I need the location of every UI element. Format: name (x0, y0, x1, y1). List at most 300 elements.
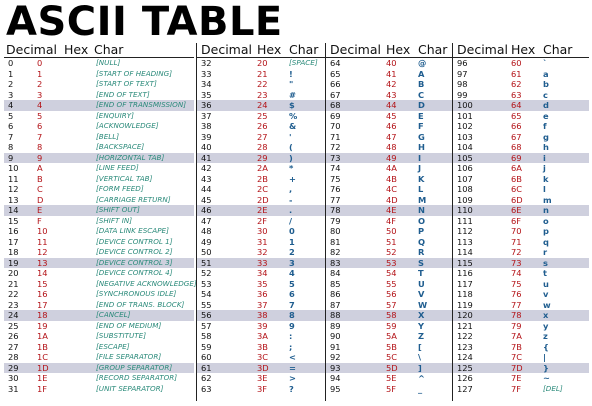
cell-decimal: 127 (457, 383, 473, 394)
table-row (4, 373, 194, 384)
table-row (326, 58, 452, 69)
cell-hex: 79 (511, 320, 522, 331)
cell-decimal: 23 (8, 299, 19, 310)
ascii-column-0 (4, 42, 197, 401)
cell-char: | (543, 352, 547, 362)
table-row (326, 205, 452, 216)
cell-decimal: 93 (330, 362, 341, 373)
table-row (326, 268, 452, 279)
cell-hex: E (37, 205, 43, 215)
table-row (326, 300, 452, 311)
cell-char: D (418, 100, 425, 110)
cell-hex: 1F (37, 383, 48, 394)
cell-decimal: 60 (201, 352, 212, 362)
cell-char: i (543, 152, 546, 163)
cell-hex: 63 (511, 89, 522, 100)
header-hex: Hex (257, 42, 282, 57)
cell-hex: 26 (257, 121, 268, 131)
table-row (4, 90, 194, 101)
cell-char: v (543, 289, 549, 299)
cell-char: * (289, 163, 294, 173)
header-hex: Hex (386, 42, 411, 57)
cell-decimal: 29 (8, 362, 19, 373)
cell-hex: 71 (511, 236, 522, 247)
cell-decimal: 70 (330, 121, 341, 131)
cell-char: ^ (418, 373, 425, 383)
cell-hex: 73 (511, 257, 522, 268)
cell-decimal: 76 (330, 184, 341, 194)
cell-decimal: 113 (457, 236, 473, 247)
cell-decimal: 114 (457, 247, 473, 257)
table-row (197, 174, 325, 185)
cell-decimal: 48 (201, 226, 212, 236)
table-row (4, 342, 194, 353)
cell-char: J (418, 163, 422, 173)
cell-decimal: 45 (201, 194, 212, 205)
cell-char: y (543, 320, 549, 331)
cell-decimal: 61 (201, 362, 212, 373)
table-row (326, 226, 452, 237)
table-row (453, 100, 589, 111)
cell-decimal: 63 (201, 383, 212, 394)
cell-char: [SYNCHRONOUS IDLE] (96, 289, 177, 298)
cell-char: [RECORD SEPARATOR] (96, 373, 178, 382)
table-row (453, 373, 589, 384)
table-row (326, 184, 452, 195)
cell-hex: 28 (257, 142, 268, 152)
cell-hex: 6F (511, 215, 522, 226)
column-rows (4, 58, 197, 394)
cell-decimal: 55 (201, 299, 212, 310)
table-row (326, 216, 452, 227)
cell-hex: 58 (386, 310, 397, 320)
cell-hex: 8 (37, 142, 43, 152)
cell-char: b (543, 79, 549, 89)
cell-decimal: 89 (330, 320, 341, 331)
cell-decimal: 11 (8, 173, 19, 184)
cell-decimal: 104 (457, 142, 473, 152)
cell-char: [DATA LINK ESCAPE] (96, 226, 169, 235)
cell-decimal: 83 (330, 257, 341, 268)
table-row (4, 132, 194, 143)
cell-char: t (543, 268, 547, 278)
cell-decimal: 65 (330, 68, 341, 79)
cell-decimal: 9 (8, 152, 14, 163)
cell-hex: 3B (257, 341, 268, 352)
cell-hex: 69 (511, 152, 522, 163)
cell-decimal: 36 (201, 100, 212, 110)
cell-char: [END OF MEDIUM] (96, 320, 162, 330)
cell-decimal: 117 (457, 278, 473, 289)
cell-char: [VERTICAL TAB] (96, 173, 153, 183)
cell-decimal: 91 (330, 341, 341, 352)
cell-char: [CANCEL] (96, 310, 131, 319)
table-row (4, 184, 194, 195)
cell-decimal: 115 (457, 257, 473, 268)
cell-char: m (543, 194, 552, 205)
table-row (453, 247, 589, 258)
header-decimal: Decimal (330, 42, 381, 57)
cell-char: ? (289, 383, 294, 394)
cell-decimal: 20 (8, 268, 19, 278)
table-row (453, 174, 589, 185)
cell-decimal: 94 (330, 373, 341, 383)
cell-hex: 61 (511, 68, 522, 79)
table-row (326, 373, 452, 384)
table-row (326, 331, 452, 342)
cell-decimal: 43 (201, 173, 212, 184)
header-char: Char (289, 42, 319, 57)
cell-char: 6 (289, 289, 295, 299)
table-row (453, 363, 589, 374)
cell-hex: A (37, 163, 43, 173)
table-row (326, 100, 452, 111)
cell-char: X (418, 310, 425, 320)
ascii-column-3 (452, 43, 589, 401)
cell-decimal: 106 (457, 163, 473, 173)
cell-decimal: 35 (201, 89, 212, 100)
cell-char: [SPACE] (289, 58, 318, 67)
cell-decimal: 24 (8, 310, 19, 320)
cell-decimal: 68 (330, 100, 341, 110)
cell-decimal: 40 (201, 142, 212, 152)
table-row (197, 352, 325, 363)
cell-char: R (418, 247, 425, 257)
cell-char: 3 (289, 257, 295, 268)
cell-decimal: 57 (201, 320, 212, 331)
cell-char: $ (289, 100, 295, 110)
cell-char: [FILE SEPARATOR] (96, 352, 162, 361)
cell-char: q (543, 236, 549, 247)
header-char: Char (543, 42, 573, 57)
table-row (4, 58, 194, 69)
cell-char: + (289, 173, 296, 184)
cell-char: g (543, 131, 549, 142)
cell-decimal: 46 (201, 205, 212, 215)
cell-hex: 6C (511, 184, 523, 194)
cell-hex: 74 (511, 268, 522, 278)
cell-decimal: 80 (330, 226, 341, 236)
table-row (4, 226, 194, 237)
table-row (197, 205, 325, 216)
cell-hex: 42 (386, 79, 397, 89)
cell-hex: 56 (386, 289, 397, 299)
table-row (197, 237, 325, 248)
cell-char: Y (418, 320, 425, 331)
header-decimal: Decimal (457, 42, 508, 57)
table-row (4, 331, 194, 342)
table-row (4, 268, 194, 279)
table-row (197, 100, 325, 111)
cell-decimal: 49 (201, 236, 212, 247)
table-row (326, 279, 452, 290)
cell-hex: 47 (386, 131, 397, 142)
table-row (197, 132, 325, 143)
cell-decimal: 125 (457, 362, 473, 373)
cell-char: T (418, 268, 424, 278)
cell-decimal: 42 (201, 163, 212, 173)
table-row (453, 90, 589, 101)
table-row (197, 121, 325, 132)
cell-char: [UNIT SEPARATOR] (96, 383, 164, 393)
cell-hex: 14 (37, 268, 48, 278)
cell-char: x (543, 310, 549, 320)
cell-char: ) (289, 152, 293, 163)
table-row (453, 289, 589, 300)
table-row (453, 237, 589, 248)
cell-char: n (543, 205, 549, 215)
cell-decimal: 82 (330, 247, 341, 257)
cell-decimal: 73 (330, 152, 341, 163)
cell-hex: 5E (386, 373, 397, 383)
cell-decimal: 96 (457, 58, 468, 68)
cell-decimal: 64 (330, 58, 341, 68)
cell-decimal: 14 (8, 205, 19, 215)
cell-char: j (543, 163, 546, 173)
table-row (4, 363, 194, 374)
cell-hex: 52 (386, 247, 397, 257)
cell-char: k (543, 173, 549, 184)
cell-char: & (289, 121, 297, 131)
table-row (4, 237, 194, 248)
table-row (4, 79, 194, 90)
cell-hex: 7 (37, 131, 43, 142)
cell-hex: 5F (386, 383, 397, 394)
cell-char: O (418, 215, 426, 226)
cell-decimal: 31 (8, 383, 19, 394)
cell-hex: 3E (257, 373, 268, 383)
cell-char: r (543, 247, 548, 257)
cell-decimal: 44 (201, 184, 212, 194)
cell-char: [END OF TRANSMISSION] (96, 100, 187, 109)
table-row (4, 69, 194, 80)
cell-decimal: 98 (457, 79, 468, 89)
table-row (197, 69, 325, 80)
cell-decimal: 72 (330, 142, 341, 152)
cell-decimal: 28 (8, 352, 19, 362)
cell-char: F (418, 121, 424, 131)
cell-hex: B (37, 173, 43, 184)
cell-hex: 5B (386, 341, 397, 352)
table-row (453, 153, 589, 164)
cell-hex: 41 (386, 68, 397, 79)
cell-hex: 62 (511, 79, 522, 89)
cell-decimal: 78 (330, 205, 341, 215)
cell-char: [HORIZONTAL TAB] (96, 152, 165, 162)
cell-decimal: 25 (8, 320, 19, 331)
cell-char: U (418, 278, 425, 289)
cell-decimal: 102 (457, 121, 473, 131)
cell-char: [ENQUIRY] (96, 110, 134, 120)
page-title: ASCII TABLE (6, 0, 283, 45)
table-row (197, 342, 325, 353)
cell-hex: 2A (257, 163, 268, 173)
cell-hex: 43 (386, 89, 397, 100)
cell-decimal: 62 (201, 373, 212, 383)
table-row (4, 205, 194, 216)
cell-decimal: 108 (457, 184, 473, 194)
cell-char: C (418, 89, 425, 100)
cell-hex: 76 (511, 289, 522, 299)
cell-hex: 25 (257, 110, 268, 121)
cell-decimal: 105 (457, 152, 473, 163)
cell-hex: 17 (37, 299, 48, 310)
cell-hex: 2C (257, 184, 269, 194)
cell-char: ` (543, 58, 548, 68)
cell-hex: 31 (257, 236, 268, 247)
cell-decimal: 17 (8, 236, 19, 247)
cell-decimal: 54 (201, 289, 212, 299)
table-row (4, 121, 194, 132)
table-row (197, 373, 325, 384)
cell-decimal: 4 (8, 100, 14, 110)
cell-hex: 2D (257, 194, 269, 205)
table-row (453, 111, 589, 122)
cell-hex: C (37, 184, 43, 194)
cell-char: ; (289, 341, 293, 352)
cell-decimal: 107 (457, 173, 473, 184)
cell-hex: 3D (257, 362, 269, 373)
table-row (453, 268, 589, 279)
cell-decimal: 92 (330, 352, 341, 362)
cell-decimal: 22 (8, 289, 19, 299)
cell-decimal: 38 (201, 121, 212, 131)
cell-char: e (543, 110, 549, 121)
cell-char: [FORM FEED] (96, 184, 144, 193)
cell-hex: 45 (386, 110, 397, 121)
cell-char: - (289, 194, 293, 205)
cell-char: \ (418, 352, 422, 362)
cell-hex: 3F (257, 383, 268, 394)
cell-char: u (543, 278, 549, 289)
cell-char: [END OF TRANS. BLOCK] (96, 299, 185, 309)
table-row (453, 79, 589, 90)
cell-char: @ (418, 58, 427, 68)
cell-char: [ (418, 341, 422, 352)
cell-char: < (289, 352, 296, 362)
cell-char: > (289, 373, 296, 383)
cell-decimal: 37 (201, 110, 212, 121)
table-row (453, 132, 589, 143)
table-row (197, 363, 325, 374)
table-row (453, 321, 589, 332)
cell-char: % (289, 110, 298, 121)
table-row (453, 342, 589, 353)
table-row (326, 237, 452, 248)
table-row (453, 226, 589, 237)
cell-hex: 6 (37, 121, 43, 131)
table-row (453, 216, 589, 227)
cell-decimal: 71 (330, 131, 341, 142)
cell-char: I (418, 152, 422, 163)
cell-hex: 60 (511, 58, 522, 68)
cell-hex: 5C (386, 352, 398, 362)
cell-decimal: 99 (457, 89, 468, 100)
cell-hex: 75 (511, 278, 522, 289)
table-row (4, 216, 194, 227)
cell-char: K (418, 173, 425, 184)
cell-char: 8 (289, 310, 295, 320)
cell-hex: 39 (257, 320, 268, 331)
cell-decimal: 39 (201, 131, 212, 142)
cell-decimal: 5 (8, 110, 14, 121)
table-row (453, 331, 589, 342)
cell-char: L (418, 184, 424, 194)
cell-char: [START OF TEXT] (96, 79, 157, 88)
cell-char: [NEGATIVE ACKNOWLEDGE] (96, 278, 197, 288)
cell-hex: 3C (257, 352, 269, 362)
table-row (4, 352, 194, 363)
cell-hex: 4C (386, 184, 398, 194)
cell-char: 5 (289, 278, 295, 289)
cell-hex: 68 (511, 142, 522, 152)
cell-hex: 23 (257, 89, 268, 100)
cell-decimal: 69 (330, 110, 341, 121)
cell-decimal: 88 (330, 310, 341, 320)
table-row (326, 174, 452, 185)
cell-hex: 4E (386, 205, 397, 215)
cell-char: [START OF HEADING] (96, 68, 173, 78)
column-header (453, 43, 589, 58)
table-row (197, 268, 325, 279)
table-row (197, 184, 325, 195)
cell-hex: 15 (37, 278, 48, 289)
cell-char: [DEVICE CONTROL 2] (96, 247, 173, 256)
table-row (197, 279, 325, 290)
cell-char: l (543, 184, 546, 194)
cell-char: ~ (543, 373, 550, 383)
cell-hex: 67 (511, 131, 522, 142)
table-row (326, 121, 452, 132)
table-row (4, 300, 194, 311)
cell-hex: F (37, 215, 42, 226)
cell-hex: 7C (511, 352, 523, 362)
cell-hex: 7A (511, 331, 522, 341)
cell-char: p (543, 226, 549, 236)
table-row (197, 289, 325, 300)
cell-decimal: 30 (8, 373, 19, 383)
cell-hex: 40 (386, 58, 397, 68)
table-row (4, 163, 194, 174)
cell-decimal: 118 (457, 289, 473, 299)
table-row (197, 153, 325, 164)
cell-decimal: 86 (330, 289, 341, 299)
column-header (4, 43, 194, 58)
table-row (453, 205, 589, 216)
cell-decimal: 110 (457, 205, 473, 215)
cell-char: ] (418, 362, 422, 373)
cell-char: 2 (289, 247, 295, 257)
cell-char: E (418, 110, 424, 121)
ascii-column-1 (196, 43, 325, 401)
cell-hex: 22 (257, 79, 268, 89)
cell-hex: 49 (386, 152, 397, 163)
cell-decimal: 67 (330, 89, 341, 100)
cell-hex: 70 (511, 226, 522, 236)
cell-hex: 72 (511, 247, 522, 257)
cell-decimal: 18 (8, 247, 19, 257)
cell-char: [DEVICE CONTROL 3] (96, 257, 173, 267)
cell-hex: 1A (37, 331, 48, 341)
cell-hex: 38 (257, 310, 268, 320)
cell-hex: 12 (37, 247, 48, 257)
cell-decimal: 90 (330, 331, 341, 341)
table-row (4, 384, 194, 395)
cell-hex: 2 (37, 79, 43, 89)
table-row (453, 184, 589, 195)
cell-hex: 65 (511, 110, 522, 121)
table-row (4, 289, 194, 300)
